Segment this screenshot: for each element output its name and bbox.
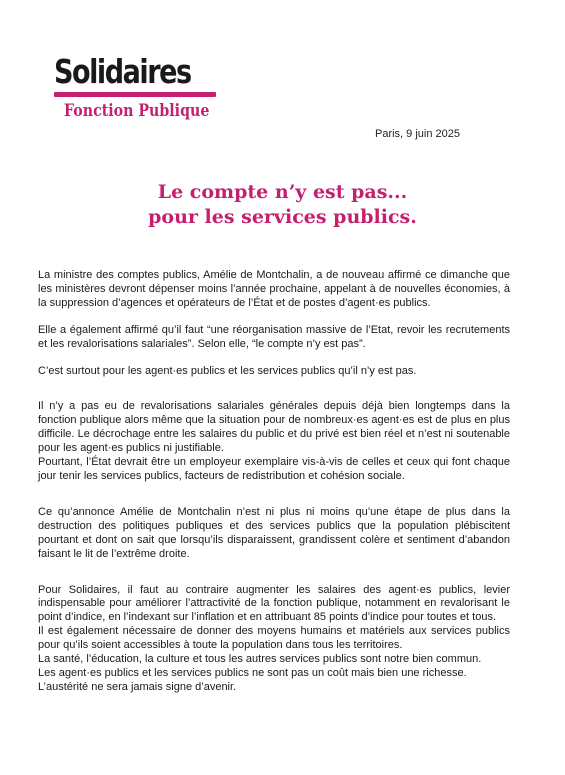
paragraph: Ce qu’annonce Amélie de Montchalin n’est ni plus ni moins qu’une étape de plus dans la destruction des politiques publiques et des services publics que la population plébiscitent pourtant et dont on sait que lorsqu’ils disparaissent, grandissent colère et sentiment d’abandon faisant le lit de l’extrême droite.: [38, 505, 510, 560]
paragraph: Il est également nécessaire de donner des moyens humains et matériels aux services publics pour qu’ils soient accessibles à toute la population dans tous les territoires.: [38, 625, 510, 652]
paragraph: Il n’y a pas eu de revalorisations salariales générales depuis déjà bien longtemps dans la fonction publique alors même que la situation pour de nombreux·es agent·es est de plus en plus difficile. Le décrochage entre les salaires du public et du privé est bien réel et n’est ni soutenable pour les agent·es publics ni justifiable.: [38, 400, 510, 455]
solidaires-logo: [52, 52, 222, 130]
paragraph: Les agent·es publics et les services publics ne sont pas un coût mais bien une richesse.: [38, 666, 467, 679]
paragraph: Elle a également affirmé qu’il faut “une réorganisation massive de l’Etat, revoir les recrutements et les revalorisations salariales”. Selon elle, “le compte n’y est pas”.: [38, 323, 510, 350]
paragraph: La santé, l’éducation, la culture et tous les autres services publics sont notre bien commun.: [38, 653, 482, 666]
paragraph: La ministre des comptes publics, Amélie de Montchalin, a de nouveau affirmé ce dimanche que les ministères devront dépenser moins l’année prochaine, appelant à de nouvelles économies, à la suppression d’agences et opérateurs de l’État et de postes d’agent·es publics.: [38, 269, 510, 309]
paragraph: Pour Solidaires, il faut au contraire augmenter les salaires des agent·es publics, levier indispensable pour améliorer l’attractivité de la fonction publique, notamment en revalorisant le point d’indice, en l’indexant sur l’inflation et en attribuant 85 points d’indice pour toutes et tous.: [38, 583, 510, 624]
logo-underline: [54, 92, 216, 97]
document-body: [38, 269, 510, 695]
paragraph: C’est surtout pour les agent·es publics et les services publics qu’il n’y est pas.: [38, 364, 417, 377]
paragraph: Pourtant, l’État devrait être un employeur exemplaire vis-à-vis de celles et ceux qui font chaque jour tenir les services publics, facteurs de redistribution et cohésion sociale.: [38, 456, 510, 482]
logo-main-text: Solidaires: [54, 52, 191, 91]
title-line-2: pour les services publics.: [148, 206, 417, 228]
document-title: [0, 180, 565, 230]
logo-sub-text: Fonction Publique: [64, 101, 210, 120]
paragraph: L’austérité ne sera jamais signe d’avenir.: [38, 680, 237, 693]
document-date: Paris, 9 juin 2025: [375, 128, 460, 140]
title-line-1: Le compte n’y est pas...: [157, 181, 408, 203]
